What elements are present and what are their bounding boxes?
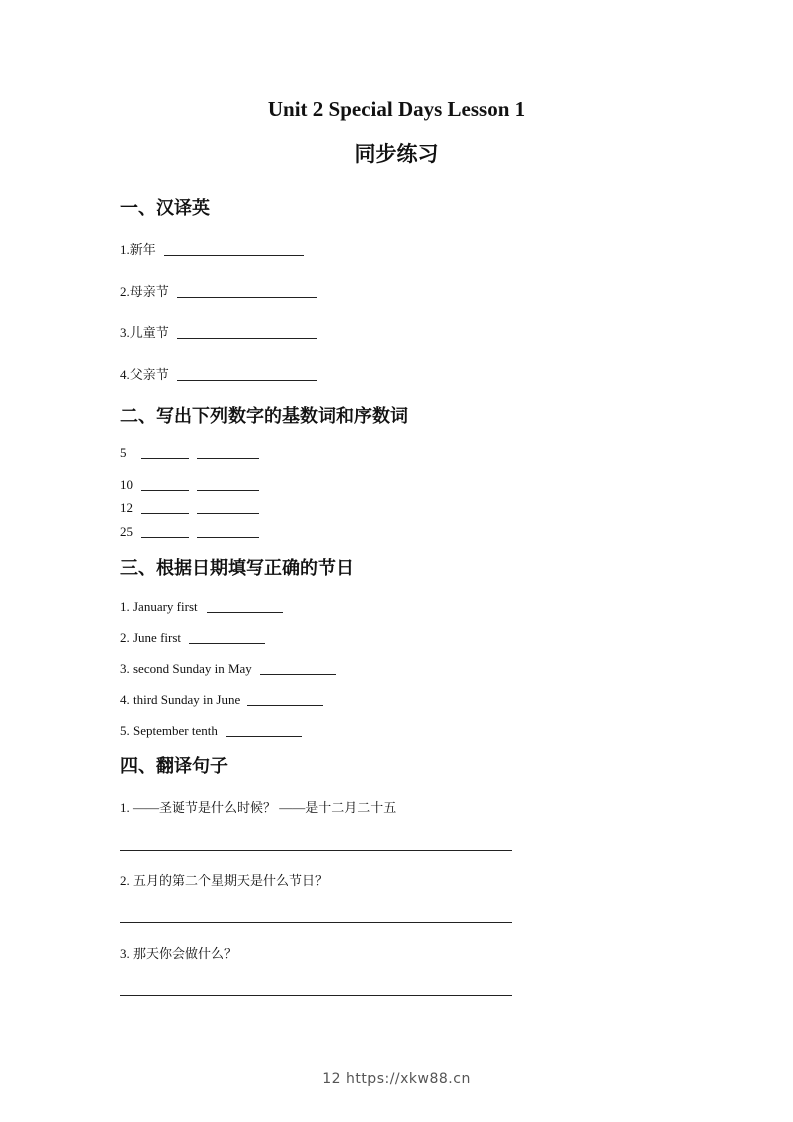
answer-blank[interactable]	[177, 338, 317, 339]
list-item	[120, 280, 317, 300]
section-3-heading: 三、根据日期填写正确的节日	[120, 558, 354, 579]
list-item	[120, 321, 317, 341]
list-item	[120, 626, 265, 646]
item-label: 1.新年	[120, 242, 156, 257]
item-label: 4. third Sunday in June	[120, 692, 241, 707]
answer-blank[interactable]	[164, 255, 304, 256]
item-label: 12	[120, 500, 133, 515]
item-label: 5. September tenth	[120, 723, 218, 738]
ordinal-blank[interactable]	[197, 513, 259, 514]
cardinal-blank[interactable]	[141, 537, 189, 538]
list-item	[120, 238, 304, 258]
answer-blank[interactable]	[247, 705, 323, 706]
section-2-heading: 二、写出下列数字的基数词和序数词	[120, 406, 408, 427]
item-label: 2. 五月的第二个星期天是什么节日？	[120, 873, 329, 888]
list-item	[120, 657, 336, 677]
answer-blank[interactable]	[226, 736, 302, 737]
ordinal-blank[interactable]	[197, 458, 259, 459]
answer-blank[interactable]	[177, 297, 317, 298]
list-item	[120, 473, 259, 493]
answer-blank[interactable]	[177, 380, 317, 381]
answer-blank[interactable]	[189, 643, 265, 644]
ordinal-blank[interactable]	[197, 537, 259, 538]
page-subtitle: 同步练习	[354, 142, 439, 166]
list-item	[120, 363, 317, 383]
list-item	[120, 520, 259, 540]
ordinal-blank[interactable]	[197, 490, 259, 491]
item-label: 2. June first	[120, 630, 182, 645]
item-label: 3.儿童节	[120, 325, 169, 340]
section-1-heading: 一、汉译英	[120, 198, 210, 219]
list-item	[120, 496, 259, 516]
list-item	[120, 441, 259, 461]
item-label: 25	[120, 524, 133, 539]
page-title: Unit 2 Special Days Lesson 1	[267, 97, 526, 121]
section-4-heading: 四、翻译句子	[120, 756, 228, 777]
item-label: 2.母亲节	[120, 284, 169, 299]
list-item	[120, 595, 283, 615]
list-item	[120, 869, 328, 889]
answer-blank[interactable]	[207, 612, 283, 613]
list-item	[120, 796, 396, 816]
item-label: 1. January first	[120, 599, 198, 614]
cardinal-blank[interactable]	[141, 458, 189, 459]
answer-blank[interactable]	[260, 674, 336, 675]
item-label: 5	[120, 445, 127, 460]
cardinal-blank[interactable]	[141, 490, 189, 491]
item-label: 3. second Sunday in May	[120, 661, 252, 676]
item-label: 1. ——圣诞节是什么时候？ ——是十二月二十五	[120, 800, 397, 815]
page-footer: 12 https://xkw88.cn	[322, 1071, 471, 1087]
cardinal-blank[interactable]	[141, 513, 189, 514]
answer-line[interactable]	[120, 995, 512, 996]
answer-line[interactable]	[120, 922, 512, 923]
list-item	[120, 688, 323, 708]
item-label: 10	[120, 477, 133, 492]
item-label: 4.父亲节	[120, 367, 169, 382]
list-item	[120, 942, 237, 962]
answer-line[interactable]	[120, 850, 512, 851]
item-label: 3. 那天你会做什么？	[120, 946, 238, 961]
list-item	[120, 719, 302, 739]
